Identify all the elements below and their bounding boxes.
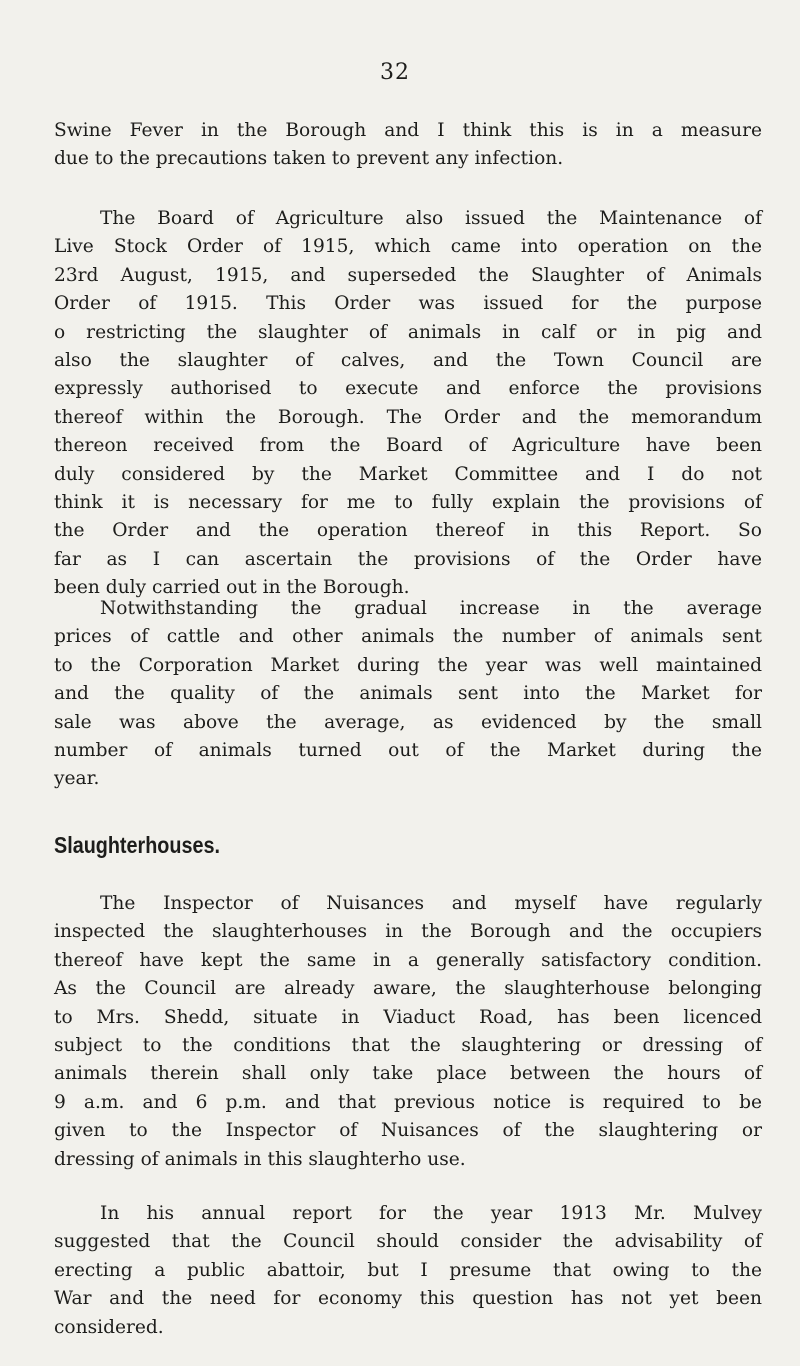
text-line: dressing of animals in this slaughterho use. [54,1148,466,1170]
text-line: As the Council are already aware, the slaughterhouse belonging [54,978,762,1000]
text-line: far as I can ascertain the provisions of the Order have [54,548,762,570]
text-line: War and the need for economy this question has not yet been [54,1288,762,1310]
text-line: due to the precautions taken to prevent any infection. [54,148,564,170]
text-line: considered. [54,1316,164,1338]
text-line: In his annual report for the year 1913 Mr. Mulvey [100,1203,762,1224]
text-line: sale was above the average, as evidenced by the small [54,711,762,733]
paragraph-public-abattoir [54,1200,762,1342]
text-line: think it is necessary for me to fully explain the provisions of [54,492,762,514]
text-line: The Board of Agriculture also issued the Maintenance of [100,208,762,229]
text-line: o restricting the slaughter of animals in calf or in pig and [54,321,762,343]
text-line: to the Corporation Market during the year was well maintained [54,654,762,676]
page-number: 32 [380,60,410,85]
text-line: also the slaughter of calves, and the Town Council are [54,350,762,372]
text-line: Swine Fever in the Borough and I think this is in a measure [54,120,762,141]
text-line: the Order and the operation thereof in this Report. So [54,520,762,542]
text-line: thereon received from the Board of Agriculture have been [54,435,762,457]
text-line: been duly carried out in the Borough. [54,577,410,599]
text-line: thereof have kept the same in a generally satisfactory condition. [54,949,762,971]
text-line: thereof within the Borough. The Order and the memorandum [54,406,762,428]
paragraph-market-prices [54,595,762,794]
text-line: to Mrs. Shedd, situate in Viaduct Road, has been licenced [54,1006,762,1028]
text-line: Order of 1915. This Order was issued for the purpose [54,293,762,315]
text-line: animals therein shall only take place between the hours of [54,1063,762,1085]
text-line: suggested that the Council should consider the advisability of [54,1231,762,1253]
text-line: subject to the conditions that the slaughtering or dressing of [54,1035,762,1057]
text-line: and the quality of the animals sent into the Market for [54,683,762,705]
text-line: Notwithstanding the gradual increase in the average [100,598,762,619]
text-line: year. [54,768,100,790]
text-line: given to the Inspector of Nuisances of the slaughtering or [54,1120,762,1142]
text-line: expressly authorised to execute and enforce the provisions [54,378,762,400]
text-line: 9 a.m. and 6 p.m. and that previous notice is required to be [54,1091,762,1113]
text-line: number of animals turned out of the Market during the [54,740,762,762]
paragraph-slaughterhouse-inspection [54,890,762,1174]
section-heading-slaughterhouses: Slaughterhouses. [54,832,220,858]
paragraph-swine-fever [54,117,762,174]
text-line: erecting a public abattoir, but I presume that owing to the [54,1259,762,1281]
paragraph-board-of-agriculture [54,205,762,603]
text-line: prices of cattle and other animals the number of animals sent [54,626,762,648]
text-line: The Inspector of Nuisances and myself have regularly [100,893,762,914]
text-line: Live Stock Order of 1915, which came into operation on the [54,236,762,258]
text-line: duly considered by the Market Committee and I do not [54,463,762,485]
text-line: inspected the slaughterhouses in the Borough and the occupiers [54,921,762,943]
text-line: 23rd August, 1915, and superseded the Slaughter of Animals [54,264,762,286]
